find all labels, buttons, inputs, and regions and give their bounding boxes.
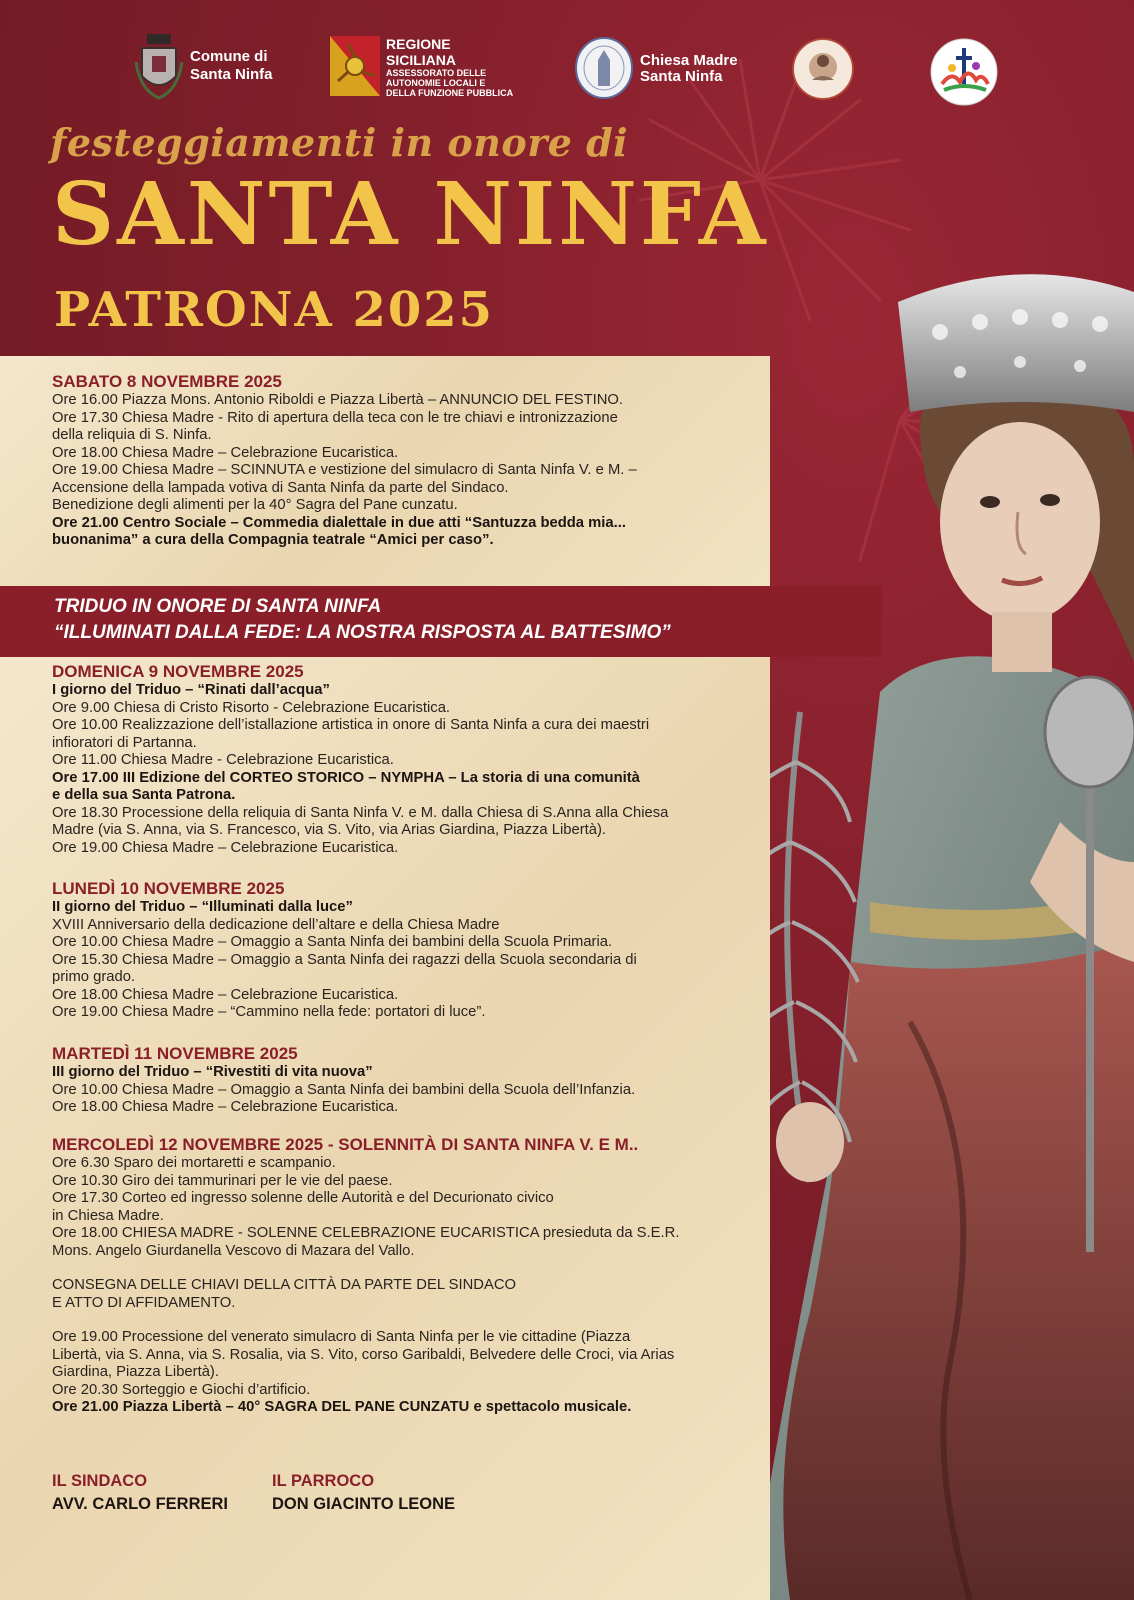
program-line: primo grado. <box>52 969 136 985</box>
comune-line1: Comune di <box>190 48 268 65</box>
program-line: Ore 10.00 Chiesa Madre – Omaggio a Santa Ninfa dei bambini della Scuola Primaria. <box>52 934 613 950</box>
triduo-title: TRIDUO IN ONORE DI SANTA NINFA <box>54 596 382 617</box>
triduo-motto: “ILLUMINATI DALLA FEDE: LA NOSTRA RISPOSTA AL BATTESIMO” <box>54 622 671 643</box>
program-line: e della sua Santa Patrona. <box>52 787 236 803</box>
sunday-subheading: I giorno del Triduo – “Rinati dall’acqua” <box>52 682 330 698</box>
regione-line2: SICILIANA <box>386 52 456 68</box>
patrona-year: PATRONA 2025 <box>54 282 495 338</box>
program-line: Ore 17.30 Corteo ed ingresso solenne delle Autorità e del Decurionato civico <box>52 1190 554 1206</box>
program-line: Ore 20.30 Sorteggio e Giochi d’artificio. <box>52 1381 311 1398</box>
confraternita-emblem-icon <box>792 38 854 100</box>
program-line: Ore 19.00 Processione del venerato simulacro di Santa Ninfa per le vie cittadine (Piazza <box>52 1329 631 1345</box>
comune-logo <box>134 32 294 102</box>
program-line: E ATTO DI AFFIDAMENTO. <box>52 1294 236 1311</box>
program-line: CONSEGNA DELLE CHIAVI DELLA CITTÀ DA PARTE DEL SINDACO <box>52 1277 517 1293</box>
chiesa-logo <box>574 36 754 102</box>
sindaco-title: IL SINDACO <box>52 1472 148 1490</box>
tuesday-subheading: III giorno del Triduo – “Rivestiti di vita nuova” <box>52 1064 373 1080</box>
regione-line5: DELLA FUNZIONE PUBBLICA <box>386 88 514 98</box>
program-line: Ore 16.00 Piazza Mons. Antonio Riboldi e Piazza Libertà – ANNUNCIO DEL FESTINO. <box>52 392 624 408</box>
program-line: Ore 10.00 Realizzazione dell’istallazione artistica in onore di Santa Ninfa a cura dei maestri <box>52 717 650 733</box>
program-line: Ore 15.30 Chiesa Madre – Omaggio a Santa Ninfa dei ragazzi della Scuola secondaria di <box>52 951 637 968</box>
program-line: Ore 17.00 III Edizione del CORTEO STORICO – NYMPHA – La storia di una comunità <box>52 769 640 786</box>
wednesday-lines <box>52 1155 679 1260</box>
program-line: Ore 18.00 Chiesa Madre – Celebrazione Eucaristica. <box>52 1099 399 1115</box>
trinacria-icon <box>330 36 380 96</box>
saturday-block <box>52 371 637 550</box>
church-seal-icon <box>574 36 634 100</box>
parroco-signature <box>272 1470 455 1516</box>
sunday-lines <box>52 700 668 770</box>
program-line: Ore 21.00 Centro Sociale – Commedia dialettale in due atti “Santuzza bedda mia... <box>52 514 626 531</box>
sunday-bold-lines <box>52 770 668 805</box>
festivity-subtitle: festeggiamenti in onore di <box>50 120 629 165</box>
regione-line1: REGIONE <box>386 36 451 52</box>
program-line: Ore 11.00 Chiesa Madre - Celebrazione Eucaristica. <box>52 752 394 768</box>
program-line: Mons. Angelo Giurdanella Vescovo di Mazara del Vallo. <box>52 1242 415 1259</box>
program-line: Ore 18.00 CHIESA MADRE - SOLENNE CELEBRAZIONE EUCARISTICA presieduta da S.E.R. <box>52 1225 680 1241</box>
sunday-lines-2 <box>52 805 668 858</box>
regione-line4: AUTONOMIE LOCALI E <box>386 78 486 88</box>
program-line: infioratori di Partanna. <box>52 734 197 751</box>
chiesa-line1: Chiesa Madre <box>640 52 738 69</box>
parroco-title: IL PARROCO <box>272 1472 375 1490</box>
monday-block <box>52 878 637 1022</box>
saturday-lines <box>52 392 637 515</box>
program-line: della reliquia di S. Ninfa. <box>52 427 212 443</box>
program-line: Ore 10.30 Giro dei tammurinari per le vie del paese. <box>52 1172 393 1189</box>
wednesday-heading: MERCOLEDÌ 12 NOVEMBRE 2025 - SOLENNITÀ DI SANTA NINFA V. E M.. <box>52 1135 639 1154</box>
program-line: Ore 19.00 Chiesa Madre – Celebrazione Eucaristica. <box>52 839 399 856</box>
regione-line3: ASSESSORATO DELLE <box>386 68 487 78</box>
program-line: Giardina, Piazza Libertà). <box>52 1364 219 1380</box>
sunday-block <box>52 661 668 857</box>
program-line: Ore 18.00 Chiesa Madre – Celebrazione Eucaristica. <box>52 444 399 461</box>
coat-of-arms-icon <box>134 32 184 100</box>
tuesday-heading: MARTEDÌ 11 NOVEMBRE 2025 <box>52 1044 298 1063</box>
regione-logo <box>330 36 540 100</box>
sindaco-signature <box>52 1470 228 1516</box>
program-line: in Chiesa Madre. <box>52 1207 164 1224</box>
saturday-bold-lines <box>52 515 637 550</box>
chiesa-line2: Santa Ninfa <box>640 68 723 85</box>
wednesday-block <box>52 1134 679 1417</box>
program-line: Ore 9.00 Chiesa di Cristo Risorto - Celebrazione Eucaristica. <box>52 699 451 716</box>
program-line: Ore 17.30 Chiesa Madre - Rito di apertura della teca con le tre chiavi e intronizzazione <box>52 409 618 426</box>
monday-lines <box>52 917 637 1022</box>
wednesday-keys-ceremony <box>52 1277 679 1312</box>
program-line: Madre (via S. Anna, via S. Francesco, via S. Vito, via Arias Giardina, Piazza Libertà). <box>52 822 607 838</box>
main-title: SANTA NINFA <box>52 164 769 265</box>
program-line: Ore 19.00 Chiesa Madre – SCINNUTA e vestizione del simulacro di Santa Ninfa V. e M. – <box>52 462 637 478</box>
saturday-heading: SABATO 8 NOVEMBRE 2025 <box>52 372 282 391</box>
monday-subheading: II giorno del Triduo – “Illuminati dalla luce” <box>52 899 353 915</box>
program-line: Accensione della lampada votiva di Santa Ninfa da parte del Sindaco. <box>52 479 509 496</box>
parroco-name: DON GIACINTO LEONE <box>272 1495 456 1513</box>
program-line: Ore 18.30 Processione della reliquia di Santa Ninfa V. e M. dalla Chiesa di S.Anna alla Chiesa <box>52 804 669 821</box>
program-line: Ore 6.30 Sparo dei mortaretti e scampanio. <box>52 1155 336 1171</box>
comune-line2: Santa Ninfa <box>190 66 273 83</box>
program-line: Ore 18.00 Chiesa Madre – Celebrazione Eucaristica. <box>52 986 399 1003</box>
program-line: Ore 10.00 Chiesa Madre – Omaggio a Santa Ninfa dei bambini della Scuola dell’Infanzia. <box>52 1081 636 1098</box>
program-line: XVIII Anniversario della dedicazione dell’altare e della Chiesa Madre <box>52 916 500 933</box>
program-line: Libertà, via S. Anna, via S. Rosalia, via S. Vito, corso Garibaldi, Belvedere delle Croci, via Arias <box>52 1346 675 1363</box>
triduo-banner <box>0 586 882 657</box>
wednesday-bold-line: Ore 21.00 Piazza Libertà – 40° SAGRA DEL PANE CUNZATU e spettacolo musicale. <box>52 1399 632 1415</box>
program-line: Benedizione degli alimenti per la 40° Sagra del Pane cunzatu. <box>52 497 458 513</box>
program-line: Ore 19.00 Chiesa Madre – “Cammino nella fede: portatori di luce”. <box>52 1004 486 1020</box>
monday-heading: LUNEDÌ 10 NOVEMBRE 2025 <box>52 879 285 898</box>
santa-ninfa-statue-image <box>730 262 1134 1600</box>
wednesday-lines-2 <box>52 1329 679 1399</box>
sindaco-name: AVV. CARLO FERRERI <box>52 1495 229 1513</box>
pilgrim-emblem-icon <box>930 38 998 106</box>
program-line: buonanima” a cura della Compagnia teatrale “Amici per caso”. <box>52 532 494 548</box>
tuesday-block <box>52 1043 635 1117</box>
sunday-heading: DOMENICA 9 NOVEMBRE 2025 <box>52 662 304 681</box>
tuesday-lines <box>52 1082 635 1117</box>
